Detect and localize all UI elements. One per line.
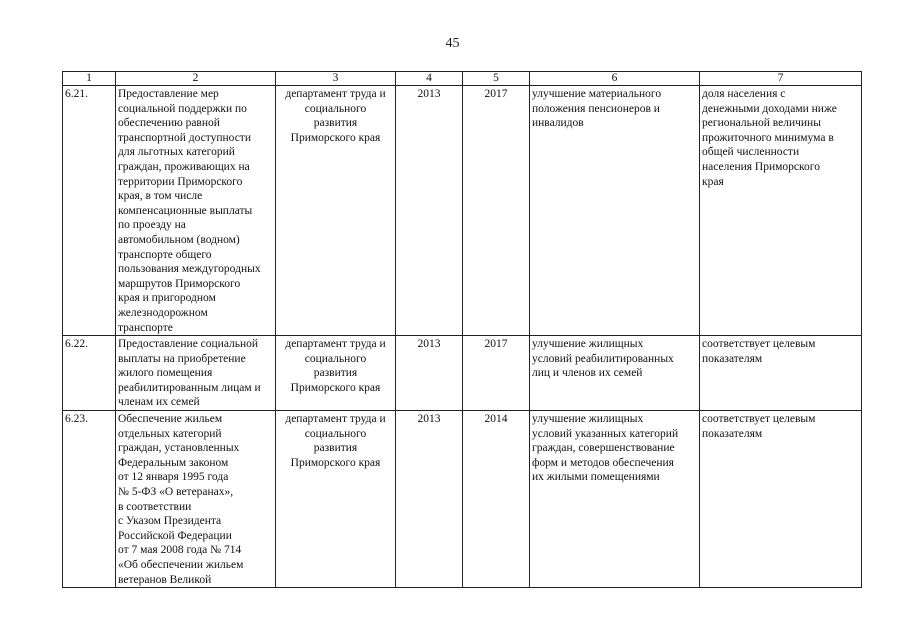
row-number: 6.22. <box>63 336 116 411</box>
start-year: 2013 <box>396 86 463 336</box>
end-year: 2014 <box>463 411 530 588</box>
indicator: соответствует целевым показателям <box>700 411 862 588</box>
measures-table <box>62 71 862 588</box>
column-header: 2 <box>116 72 276 86</box>
measure-name: Предоставление социальной выплаты на приобретение жилого помещения реабилитированным лицам и членам их семей <box>116 336 276 411</box>
expected-result: улучшение жилищных условий реабилитированных лиц и членов их семей <box>530 336 700 411</box>
expected-result: улучшение материального положения пенсионеров и инвалидов <box>530 86 700 336</box>
column-header: 5 <box>463 72 530 86</box>
column-header: 7 <box>700 72 862 86</box>
page-number: 45 <box>445 36 460 51</box>
row-number: 6.21. <box>63 86 116 336</box>
expected-result: улучшение жилищных условий указанных категорий граждан, совершенствование форм и методов обеспечения их жилыми помещениями <box>530 411 700 588</box>
row-number: 6.23. <box>63 411 116 588</box>
responsible-department: департамент труда и социального развития Приморского края <box>276 336 396 411</box>
indicator: соответствует целевым показателям <box>700 336 862 411</box>
table-header-row <box>63 72 862 86</box>
table-row <box>63 411 862 588</box>
column-header: 4 <box>396 72 463 86</box>
responsible-department: департамент труда и социального развития Приморского края <box>276 86 396 336</box>
end-year: 2017 <box>463 336 530 411</box>
start-year: 2013 <box>396 411 463 588</box>
column-header: 1 <box>63 72 116 86</box>
column-header: 3 <box>276 72 396 86</box>
table-row <box>63 86 862 336</box>
measure-name: Предоставление мер социальной поддержки по обеспечению равной транспортной доступности для льготных категорий граждан, проживающих на территории Приморского края, в том числе компенсационные выплаты по проезду на автомобильном (водном) транспорте общего пользования междугородных маршрутов Приморского края и пригородном железнодорожном транспорте <box>116 86 276 336</box>
measure-name: Обеспечение жильем отдельных категорий граждан, установленных Федеральным законом от 12 января 1995 года № 5-ФЗ «О ветеранах», в соответствии с Указом Президента Российской Федерации от 7 мая 2008 года № 714 «Об обеспечении жильем ветеранов Великой <box>116 411 276 588</box>
end-year: 2017 <box>463 86 530 336</box>
responsible-department: департамент труда и социального развития Приморского края <box>276 411 396 588</box>
start-year: 2013 <box>396 336 463 411</box>
column-header: 6 <box>530 72 700 86</box>
table-row <box>63 336 862 411</box>
indicator: доля населения с денежными доходами ниже региональной величины прожиточного минимума в общей численности населения Приморского края <box>700 86 862 336</box>
